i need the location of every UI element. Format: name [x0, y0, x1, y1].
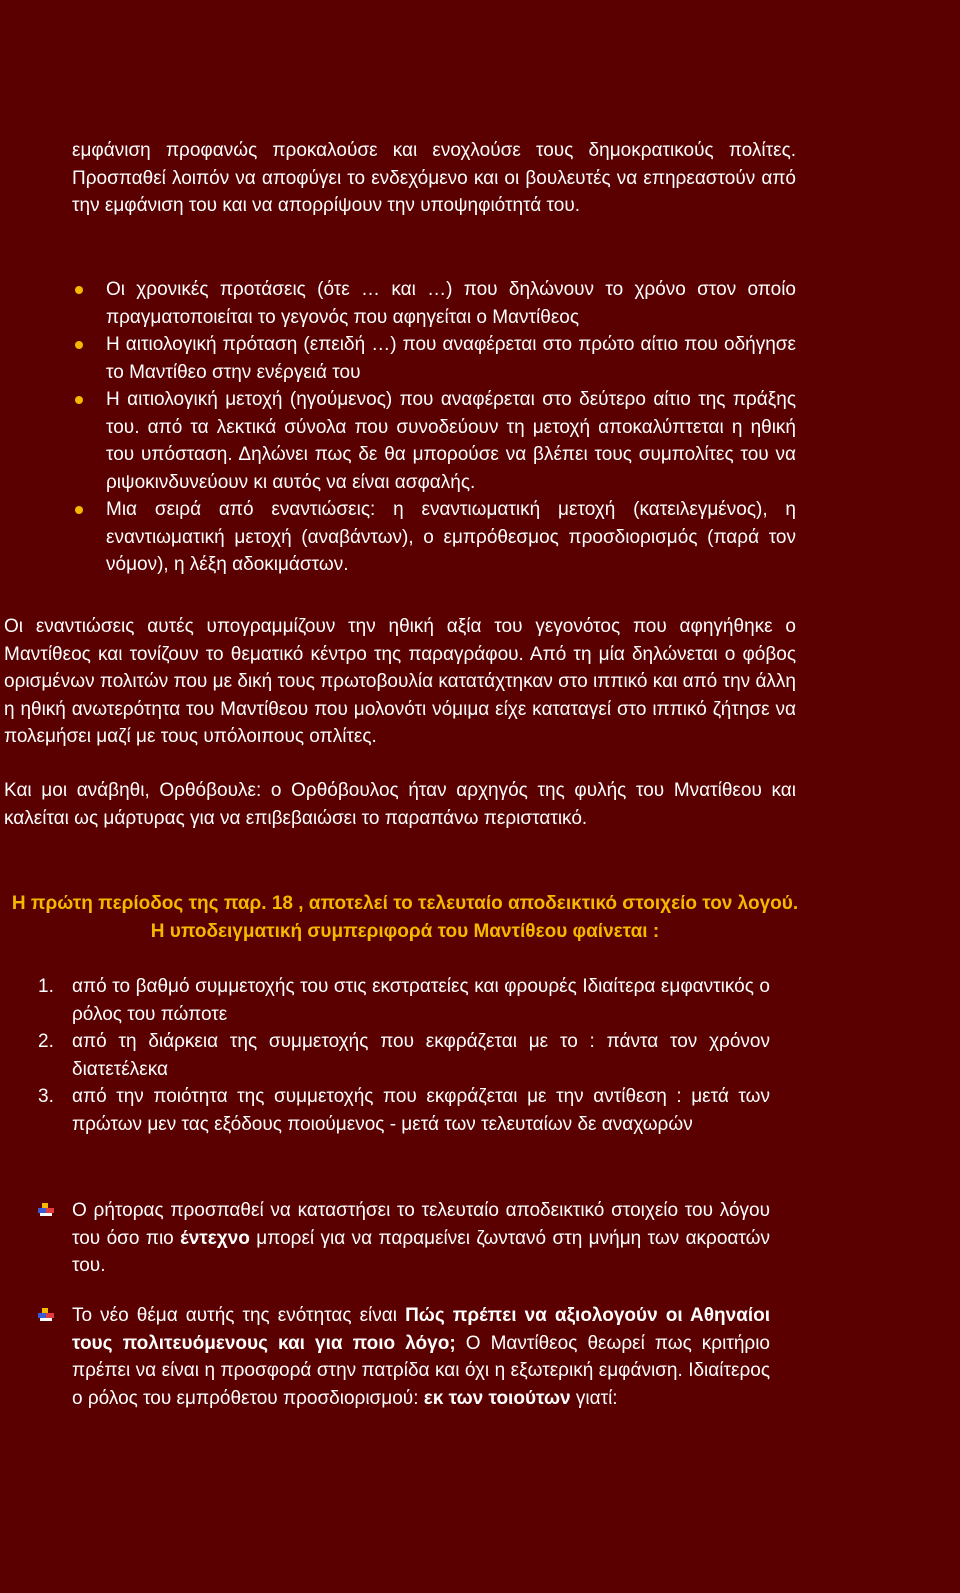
- flag-item-bold: έντεχνο: [180, 1227, 250, 1249]
- flag-item-bold: εκ των τοιούτων: [423, 1387, 571, 1409]
- bullet-list: [72, 276, 796, 579]
- flag-item: [36, 1302, 770, 1412]
- numbered-item: [36, 1028, 770, 1083]
- item-number: 3.: [38, 1086, 54, 1107]
- yellow-dot-icon: [75, 506, 83, 514]
- flag-item-text: Ο ρήτορας προσπαθεί να καταστήσει το τελευταίο αποδεικτικό στοιχείο του λόγου του όσο πιο: [72, 1200, 770, 1249]
- bullet-text: Η αιτιολογική μετοχή (ηγούμενος) που αναφέρεται στο δεύτερο αίτιο της πράξης του. από τα λεκτικά σύνολα που συνοδεύουν τη μετοχή αποκαλύπτεται η ηθική του υπόσταση. Δηλώνει πως δε θα μπορούσε να βλέπει τους συμπολίτες του να ριψοκινδυνεύουν κι αυτός να είναι ασφαλής.: [106, 389, 796, 493]
- flag-item: [36, 1197, 770, 1280]
- item-text: από το βαθμό συμμετοχής του στις εκστρατείες και φρουρές Ιδιαίτερα εμφαντικός ο ρόλος του πώποτε: [72, 976, 770, 1025]
- bullet-item: [72, 276, 796, 331]
- oppositions-paragraph: Οι εναντιώσεις αυτές υπογραμμίζουν την ηθική αξία του γεγονότος που αφηγήθηκε ο Μαντίθεος και τονίζουν το θεματικό κέντρο της παραγράφου. Από τη μία δηλώνεται ο φόβος ορισμένων πολιτών που με δική τους πρωτοβουλία κατατάχτηκαν στο ιππικό και από την άλλη η ηθική ανωτερότητα του Μαντίθεου που μολονότι νόμιμα είχε καταταγεί στο ιππικό ζήτησε να πολεμήσει μαζί με τους υπόλοιπους οπλίτες.: [4, 616, 796, 747]
- numbered-list: [36, 973, 770, 1138]
- flag-item-text: Ο Μαντίθεος θεωρεί πως κριτήριο πρέπει να είναι η προσφορά στην πατρίδα και όχι η εξωτερική εμφάνιση. Ιδιαίτερος ο ρόλος του εμπρόθετου προσδιορισμού:: [72, 1332, 770, 1409]
- numbered-item: [36, 973, 770, 1028]
- flag-bullet-icon: [38, 1308, 54, 1322]
- flag-item-text: μπορεί για να παραμείνει ζωντανό στη μνήμη των ακροατών του.: [72, 1227, 770, 1276]
- yellow-dot-icon: [75, 286, 83, 294]
- flag-item-text: γιατί:: [570, 1387, 618, 1409]
- intro-paragraph: εμφάνιση προφανώς προκαλούσε και ενοχλούσε τους δημοκρατικούς πολίτες. Προσπαθεί λοιπόν να αποφύγει το ενδεχόμενο και οι βουλευτές να επηρεαστούν από την εμφάνιση του και να απορρίψουν την υποψηφιότητά του.: [72, 140, 796, 216]
- item-number: 1.: [38, 976, 54, 997]
- bullet-text: Η αιτιολογική πρόταση (επειδή …) που αναφέρεται στο πρώτο αίτιο που οδήγησε το Μαντίθεο στην ενέργειά του: [106, 334, 796, 383]
- item-number: 2.: [38, 1031, 54, 1052]
- yellow-dot-icon: [75, 396, 83, 404]
- flag-item-text: Το νέο θέμα αυτής της ενότητας είναι: [72, 1305, 406, 1326]
- bullet-text: Μια σειρά από εναντιώσεις: η εναντιωματική μετοχή (κατειλεγμένος), η εναντιωματική μετοχή (αναβάντων), ο εμπρόθεσμος προσδιορισμός (παρά τον νόμον), η λέξη αδοκιμάστων.: [106, 499, 796, 575]
- bullet-item: [72, 386, 796, 496]
- bullet-item: [72, 331, 796, 386]
- numbered-item: [36, 1083, 770, 1138]
- flag-item-bold: Πώς πρέπει να αξιολογούν οι Αθηναίοι τους πολιτευόμενους και για ποιο λόγο;: [72, 1305, 770, 1354]
- witness-paragraph: Και μοι ανάβηθι, Ορθόβουλε: ο Ορθόβουλος ήταν αρχηγός της φυλής του Μνατίθεου και καλείται ως μάρτυρας για να επιβεβαιώσει το παραπάνω περιστατικό.: [4, 780, 796, 829]
- flag-bullet-icon: [38, 1203, 54, 1217]
- section-heading: Η πρώτη περίοδος της παρ. 18 , αποτελεί το τελευταίο αποδεικτικό στοιχείο τον λογού. Η υποδειγματική συμπεριφορά του Μαντίθεου φαίνεται :: [11, 893, 799, 942]
- bullet-item: [72, 496, 796, 579]
- yellow-dot-icon: [75, 341, 83, 349]
- bullet-text: Οι χρονικές προτάσεις (ότε … και …) που δηλώνουν το χρόνο στον οποίο πραγματοποιείται το γεγονός που αφηγείται ο Μαντίθεος: [106, 279, 796, 328]
- item-text: από την ποιότητα της συμμετοχής που εκφράζεται με την αντίθεση : μετά των πρώτων μεν τας εξόδους ποιούμενος - μετά των τελευταίων δε αναχωρών: [72, 1086, 770, 1135]
- item-text: από τη διάρκεια της συμμετοχής που εκφράζεται με το : πάντα τον χρόνον διατετέλεκα: [72, 1031, 770, 1080]
